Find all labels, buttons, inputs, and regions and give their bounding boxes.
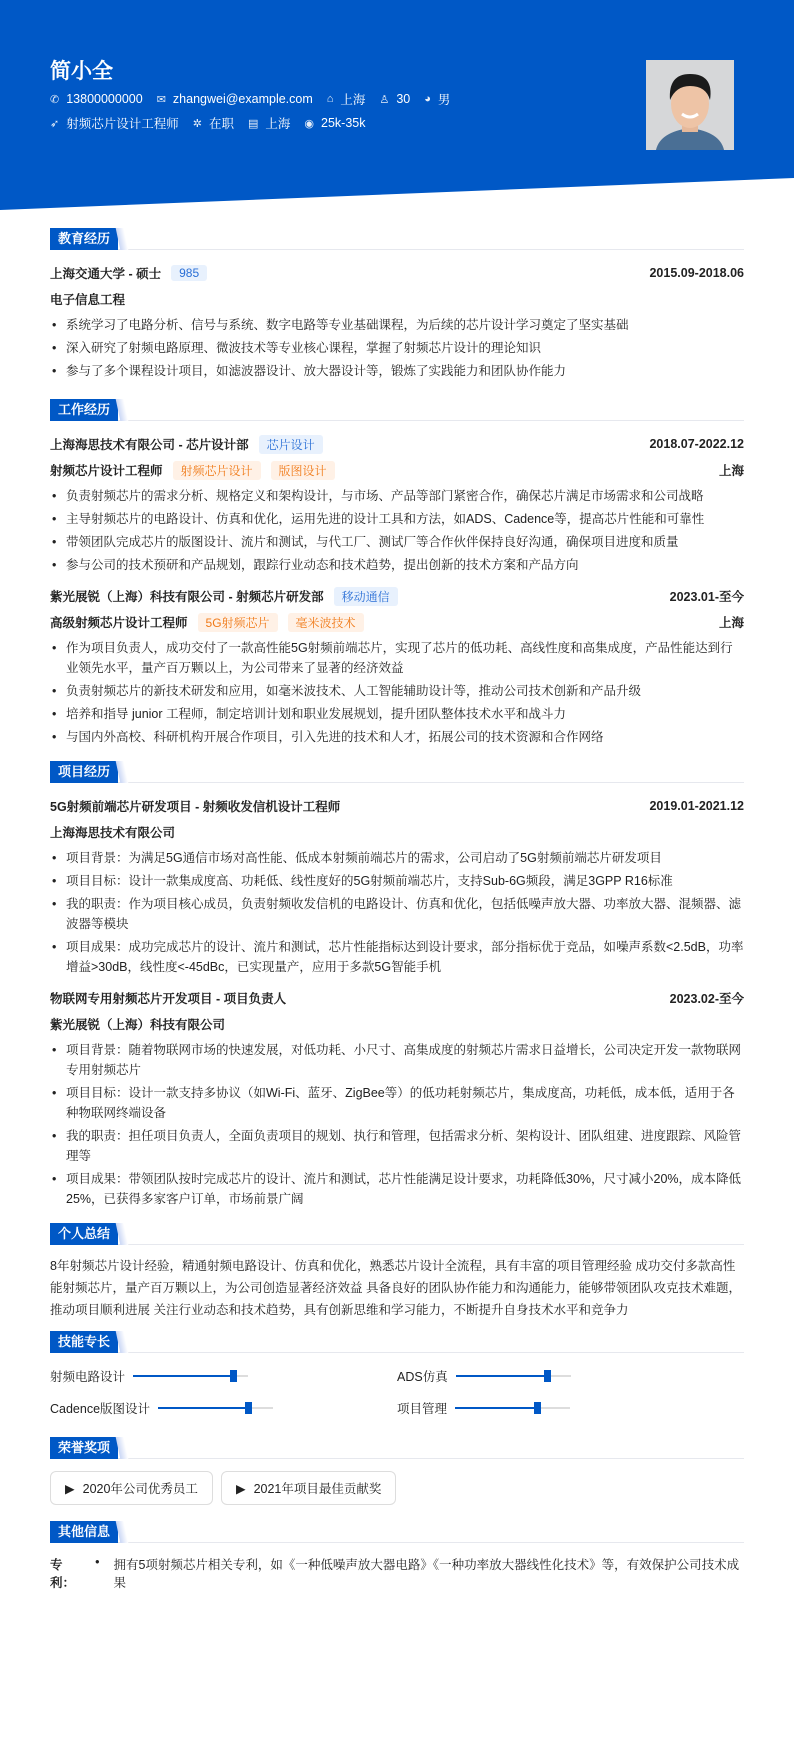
candidate-name: 简小全 [50,60,113,83]
list-item: • 项目目标：设计一款支持多协议（如Wi-Fi、蓝牙、ZigBee等）的低功耗射频芯片，集成度高，功耗低，成本低，适用于各种物联网终端设备 [50,1083,744,1123]
project-item [50,793,744,977]
skill-item [50,1367,397,1385]
project-title: 物联网专用射频芯片开发项目 - 项目负责人 [50,992,287,1006]
list-item: • 项目背景：随着物联网市场的快速发展，对低功耗、小尺寸、高集成度的射频芯片需求日益增长，公司决定开发一款物联网专用射频芯片 [50,1040,744,1080]
skill-thumb [544,1370,551,1382]
skill-name: ADS仿真 [397,1370,448,1384]
school-tag: 985 [171,265,207,281]
skill-name: 射频电路设计 [50,1370,126,1384]
age: 30 [396,92,411,106]
work-city: 上海 [718,616,744,630]
work-date: 2018.07-2022.12 [649,437,744,451]
gender: 男 [437,93,451,107]
building-icon: ▤ [247,117,259,130]
section-title: 其他信息 [50,1521,118,1543]
salary-icon: ◉ [304,117,314,130]
skill-tag: 版图设计 [271,461,335,480]
list-item: • 我的职责：作为项目核心成员，负责射频收发信机的电路设计、仿真和优化，包括低噪声放大器、功率放大器、混频器、滤波器等模块 [50,894,744,934]
mail-icon: ✉ [156,93,166,106]
skill-item [50,1399,397,1417]
resume-body [50,228,744,1591]
project-title: 5G射频前端芯片研发项目 - 射频收发信机设计工程师 [50,800,341,814]
award-label: 2021年项目最佳贡献奖 [253,1482,382,1496]
section-title: 项目经历 [50,761,118,783]
list-item: • 负责射频芯片的需求分析、规格定义和架构设计，与市场、产品等部门紧密合作，确保芯片满足市场需求和公司战略 [50,486,744,506]
age-icon: ♙ [379,93,390,106]
list-item: • 培养和指导 junior 工程师，制定培训计划和职业发展规划，提升团队整体技术水平和战斗力 [50,704,744,724]
edu-bullets [50,315,744,381]
skill-name: 项目管理 [397,1402,448,1416]
edu-date: 2015.09-2018.06 [649,266,744,280]
send-icon: ➶ [50,117,60,130]
salary: 25k-35k [321,116,366,130]
section-work [50,399,744,421]
list-item: • 我的职责：担任项目负责人，全面负责项目的规划、执行和管理，包括需求分析、架构设计、团队组建、进度跟踪、风险管理等 [50,1126,744,1166]
list-item: • 项目目标：设计一款集成度高、功耗低、线性度好的5G射频前端芯片，支持Sub-6G频段，满足3GPP R16标准 [50,871,744,891]
project-item [50,985,744,1209]
section-title: 教育经历 [50,228,118,250]
email: zhangwei@example.com [172,92,313,106]
phone: 13800000000 [66,92,143,106]
skill-thumb [534,1402,541,1414]
work-item [50,431,744,575]
industry-tag: 芯片设计 [259,435,323,454]
skill-slider [133,1375,248,1377]
job-status: 在职 [208,117,234,131]
bullets [50,486,744,575]
bullets [50,848,744,977]
job-info [50,114,365,132]
skill-tag: 5G射频芯片 [198,613,278,632]
list-item: • 项目成果：成功完成芯片的设计、流片和测试，芯片性能指标达到设计要求，部分指标优于竞品，如噪声系数<2.5dB，功率增益>30dB，线性度<-45dBc，已实现量产，应用于多款5G智能手机 [50,937,744,977]
section-title: 技能专长 [50,1331,118,1353]
status-icon: ✲ [192,117,202,130]
list-item: • 参与公司的技术预研和产品规划，跟踪行业动态和技术趋势，提出创新的技术方案和产品方向 [50,555,744,575]
profile-photo [646,60,734,150]
skill-fill [133,1375,234,1377]
company: 紫光展锐（上海）科技有限公司 - 射频芯片研发部 [50,590,324,604]
section-awards [50,1437,744,1459]
section-education [50,228,744,250]
section-projects [50,761,744,783]
skill-thumb [230,1370,237,1382]
section-summary [50,1223,744,1245]
project-date: 2023.02-至今 [669,992,744,1006]
project-company: 上海海思技术有限公司 [50,826,176,840]
list-item: • 项目成果：带领团队按时完成芯片的设计、流片和测试，芯片性能满足设计要求，功耗降低30%，尺寸减小20%，成本降低25%，已获得多家客户订单，市场前景广阔 [50,1169,744,1209]
skill-tag: 毫米波技术 [288,613,364,632]
section-other [50,1521,744,1543]
city: 上海 [340,93,366,107]
list-item: • 系统学习了电路分析、信号与系统、数字电路等专业基础课程，为后续的芯片设计学习奠定了坚实基础 [50,315,744,335]
bullets [50,638,744,747]
role: 高级射频芯片设计工程师 [50,616,188,630]
bullets [50,1040,744,1209]
list-item: • 带领团队完成芯片的版图设计、流片和测试，与代工厂、测试厂等合作伙伴保持良好沟通，确保项目进度和质量 [50,532,744,552]
skill-fill [158,1407,249,1409]
contact-info [50,90,450,108]
section-title: 个人总结 [50,1223,118,1245]
skill-slider [456,1375,571,1377]
patent-label: 专利： [50,1558,76,1590]
skill-tag: 射频芯片设计 [173,461,261,480]
work-item [50,583,744,747]
list-item: • 参与了多个课程设计项目，如滤波器设计、放大器设计等，锻炼了实践能力和团队协作能力 [50,361,744,381]
skill-fill [455,1407,538,1409]
industry-tag: 移动通信 [334,587,398,606]
award-item [221,1471,396,1505]
skill-name: Cadence版图设计 [50,1402,151,1416]
gender-icon: ◕ [424,93,431,105]
section-title: 荣誉奖项 [50,1437,118,1459]
award-label: 2020年公司优秀员工 [82,1482,198,1496]
list-item: • 作为项目负责人，成功交付了一款高性能5G射频前端芯片，实现了芯片的低功耗、高线性度和高集成度，产品性能达到行业领先水平，量产百万颗以上，为公司带来了显著的经济效益 [50,638,744,678]
skill-thumb [245,1402,252,1414]
summary-text: 8年射频芯片设计经验，精通射频电路设计、仿真和优化，熟悉芯片设计全流程，具有丰富的项目管理经验 成功交付多款高性能射频芯片，量产百万颗以上，为公司创造显著经济效益 具备良好的团队协作能力和沟通能力，能够带领团队攻克技术难题，推动项目顺利进展 关注行业动态和技术趋势，具有创新思维和学习能力，不断提升自身技术水平和竞争力 [50,1259,741,1317]
school: 上海交通大学 - 硕士 [50,267,162,281]
major: 电子信息工程 [50,293,126,307]
play-icon: ▶ [65,1481,75,1496]
project-company: 紫光展锐（上海）科技有限公司 [50,1018,226,1032]
project-date: 2019.01-2021.12 [649,799,744,813]
patent-text: 拥有5项射频芯片相关专利，如《一种低噪声放大器电路》《一种功率放大器线性化技术》等，有效保护公司技术成果 [113,1558,740,1590]
job-title: 射频芯片设计工程师 [66,117,179,131]
award-item [50,1471,213,1505]
target-city: 上海 [265,117,291,131]
skill-item [397,1399,744,1417]
section-skills [50,1331,744,1353]
list-item: • 深入研究了射频电路原理、微波技术等专业核心课程，掌握了射频芯片设计的理论知识 [50,338,744,358]
company: 上海海思技术有限公司 - 芯片设计部 [50,438,249,452]
phone-icon: ✆ [50,93,60,106]
skill-fill [456,1375,548,1377]
section-title: 工作经历 [50,399,118,421]
skill-item [397,1367,744,1385]
work-date: 2023.01-至今 [669,590,744,604]
list-item: • 负责射频芯片的新技术研发和应用，如毫米波技术、人工智能辅助设计等，推动公司技术创新和产品升级 [50,681,744,701]
work-city: 上海 [718,464,744,478]
list-item: • 主导射频芯片的电路设计、仿真和优化，运用先进的设计工具和方法，如ADS、Cadence等，提高芯片性能和可靠性 [50,509,744,529]
list-item: • 项目背景：为满足5G通信市场对高性能、低成本射频前端芯片的需求，公司启动了5G射频前端芯片研发项目 [50,848,744,868]
skill-slider [455,1407,570,1409]
skill-slider [158,1407,273,1409]
bullet: • [95,1555,100,1569]
home-icon: ⌂ [326,93,334,105]
list-item: • 与国内外高校、科研机构开展合作项目，引入先进的技术和人才，拓展公司的技术资源和合作网络 [50,727,744,747]
role: 射频芯片设计工程师 [50,464,163,478]
play-icon: ▶ [235,1481,246,1496]
